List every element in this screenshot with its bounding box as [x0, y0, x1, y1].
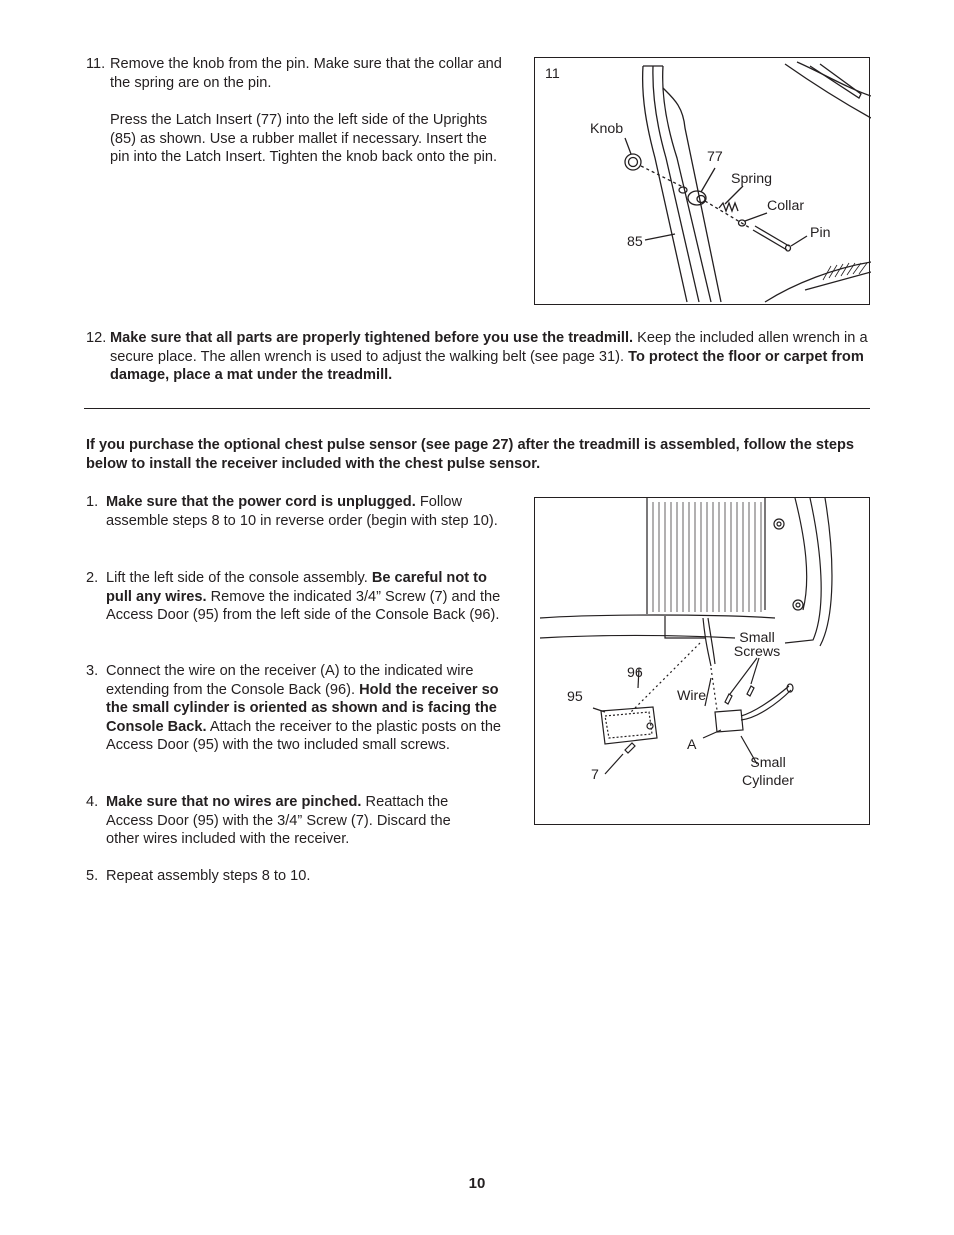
substep-1-text	[106, 493, 504, 530]
step-11-paragraph-2: Press the Latch Insert (77) into the left side of the Uprights (85) as shown. Use a rubber mallet if necessary. Insert the pin into the Latch Insert. Tighten the knob back onto the pin.	[110, 112, 497, 166]
section-divider	[84, 408, 870, 409]
page-number: 10	[468, 1175, 486, 1192]
figure-11	[534, 57, 870, 305]
substep-3-number: 3.	[86, 663, 99, 679]
label-collar: Collar	[767, 198, 805, 214]
substep-2-number: 2.	[86, 570, 99, 586]
substep-2-text	[106, 569, 504, 625]
step-12-number: 12.	[86, 330, 107, 346]
substep-1-number: 1.	[86, 494, 99, 510]
step-11-number: 11.	[86, 56, 106, 72]
substep-3-body-1: Connect the wire on the receiver (A) to the indicated wire extending from the Console Back (96).	[106, 663, 474, 698]
label-77: 77	[707, 149, 723, 165]
substep-4-bold: Make sure that no wires are pinched.	[106, 794, 362, 810]
step-11-paragraph-1: Remove the knob from the pin. Make sure that the collar and the spring are on the pin.	[110, 56, 502, 91]
figure-receiver-install	[534, 497, 870, 825]
step-12-text-1: Keep the included allen wrench in a secure place. The allen wrench is used to adjust the walking belt (see page 31).	[110, 330, 868, 365]
substep-4-text	[106, 793, 486, 849]
substep-2-bold: Be careful not to pull any wires.	[106, 570, 487, 605]
substep-3-body-2: Attach the receiver to the plastic posts on the Access Door (95) with the two included small screws.	[106, 718, 502, 754]
substep-1-bold: Make sure that the power cord is unplugged.	[106, 494, 416, 510]
label-85: 85	[627, 234, 643, 250]
substep-2-body-1: Lift the left side of the console assembly.	[106, 570, 372, 586]
step-12-text	[110, 329, 870, 385]
figure-receiver-illustration	[535, 498, 871, 826]
label-small-cylinder-2: Cylinder	[741, 773, 795, 789]
label-spring: Spring	[731, 171, 773, 187]
label-small-screws-2: Screws	[733, 644, 781, 660]
substep-3-bold: Hold the receiver so the small cylinder is oriented as shown and is facing the Console Back.	[106, 681, 499, 735]
substep-5-text: Repeat assembly steps 8 to 10.	[106, 868, 311, 884]
step-12-bold-2: To protect the floor or carpet from damage, place a mat under the treadmill.	[110, 348, 864, 384]
substep-4-number: 4.	[86, 794, 99, 810]
label-pin: Pin	[810, 225, 831, 241]
label-96: 96	[627, 665, 643, 681]
label-knob: Knob	[590, 121, 624, 137]
substep-1-body: Follow assemble steps 8 to 10 in reverse order (begin with step 10).	[106, 494, 498, 529]
substep-4-body: Reattach the Access Door (95) with the 3/4” Screw (7). Discard the other wires included with the receiver.	[106, 794, 451, 848]
label-a: A	[687, 737, 697, 753]
substep-2-body-2: Remove the indicated 3/4” Screw (7) and the Access Door (95) from the left side of the Console Back (96).	[106, 588, 501, 624]
substep-5-number: 5.	[86, 868, 99, 884]
figure-11-number: 11	[545, 66, 560, 82]
figure-11-illustration	[535, 58, 871, 306]
optional-sensor-intro: If you purchase the optional chest pulse sensor (see page 27) after the treadmill is assembled, follow the steps below to install the receiver included with the chest pulse sensor.	[86, 437, 855, 472]
substep-3-text	[106, 662, 506, 755]
label-95: 95	[567, 689, 583, 705]
label-small-cylinder-1: Small	[750, 755, 786, 771]
step-12-bold-1: Make sure that all parts are properly tightened before you use the treadmill.	[110, 330, 634, 346]
label-wire: Wire	[677, 688, 707, 704]
label-7: 7	[591, 767, 599, 783]
label-small-screws-1: Small	[739, 630, 775, 646]
